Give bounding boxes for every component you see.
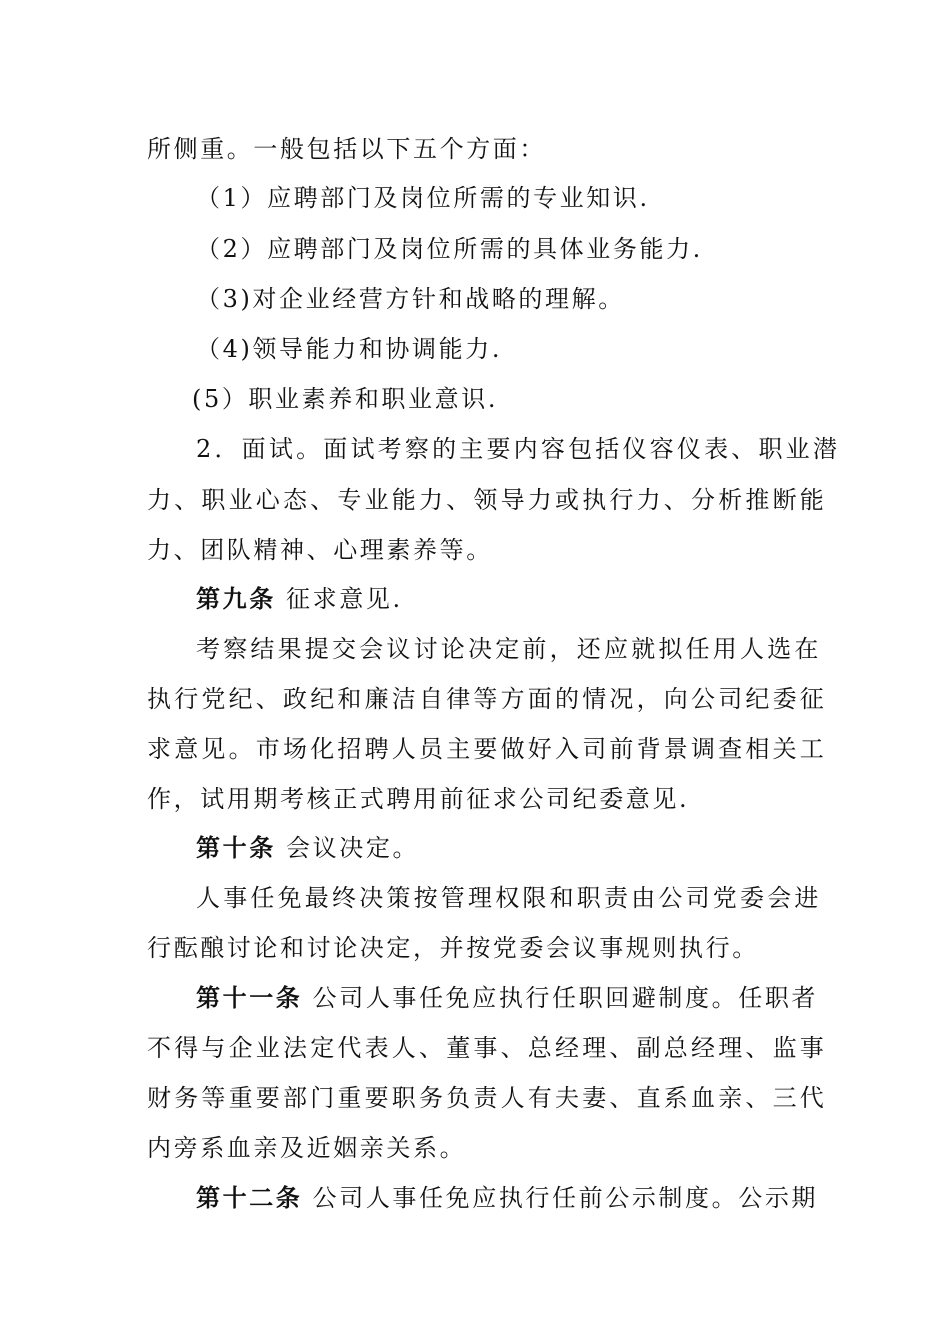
article-11-number: 第十一条 xyxy=(196,983,303,1012)
text-line-interview xyxy=(196,434,856,464)
article-10-heading xyxy=(196,833,856,863)
line-text: （3)对企业经营方针和战略的理解。 xyxy=(196,285,625,313)
line-text: 力、职业心态、专业能力、领导力或执行力、分析推断能 xyxy=(147,486,827,514)
line-text: 考察结果提交会议讨论决定前，还应就拟任用人选在 xyxy=(196,635,822,663)
list-item-2 xyxy=(196,234,856,264)
article-11-text: 公司人事任免应执行任职回避制度。任职者 xyxy=(302,984,819,1012)
line-text: （4)领导能力和协调能力. xyxy=(196,335,503,363)
text-line-interview-cont-2 xyxy=(147,535,807,565)
line-text: 2．面试。面试考察的主要内容包括仪容仪表、职业潜 xyxy=(196,435,841,463)
article-9-para-4 xyxy=(147,784,807,814)
list-item-5 xyxy=(192,384,852,414)
line-text: 力、团队精神、心理素养等。 xyxy=(147,536,493,564)
article-9-heading xyxy=(196,584,856,614)
text-line-interview-cont-1 xyxy=(147,485,827,515)
article-11-para-2 xyxy=(147,1033,827,1063)
article-9-para-3 xyxy=(147,734,827,764)
article-11-para-3 xyxy=(147,1083,827,1113)
article-12-text: 公司人事任免应执行任前公示制度。公示期 xyxy=(302,1184,819,1212)
article-10-para-2 xyxy=(147,933,807,963)
list-item-4 xyxy=(196,334,856,364)
article-12-number: 第十二条 xyxy=(196,1183,303,1212)
line-text: 求意见。市场化招聘人员主要做好入司前背景调查相关工 xyxy=(147,735,827,763)
line-text: 内旁系血亲及近姻亲关系。 xyxy=(147,1134,467,1162)
line-text: 人事任免最终决策按管理权限和职责由公司党委会进 xyxy=(196,884,822,912)
article-10-para-1 xyxy=(196,883,856,913)
article-9-para-2 xyxy=(147,684,827,714)
article-11-para-4 xyxy=(147,1133,807,1163)
article-10-number: 第十条 xyxy=(196,833,276,862)
article-11-heading xyxy=(196,983,856,1013)
article-12-heading xyxy=(196,1183,856,1213)
article-9-number: 第九条 xyxy=(196,584,276,613)
list-item-3 xyxy=(196,284,856,314)
list-item-1 xyxy=(196,183,856,213)
line-text: 不得与企业法定代表人、董事、总经理、副总经理、监事 xyxy=(147,1034,827,1062)
line-text: 行酝酿讨论和讨论决定，并按党委会议事规则执行。 xyxy=(147,934,759,962)
line-text: 作，试用期考核正式聘用前征求公司纪委意见. xyxy=(147,785,690,813)
article-10-title: 会议决定。 xyxy=(275,834,420,862)
line-text: (5）职业素养和职业意识. xyxy=(192,385,499,413)
line-text: 所侧重。一般包括以下五个方面： xyxy=(147,135,546,163)
article-9-para-1 xyxy=(196,634,856,664)
line-text: 财务等重要部门重要职务负责人有夫妻、直系血亲、三代 xyxy=(147,1084,827,1112)
line-text: （2）应聘部门及岗位所需的具体业务能力. xyxy=(196,235,703,263)
article-9-title: 征求意见. xyxy=(275,585,403,613)
text-line-1 xyxy=(147,134,807,164)
line-text: 执行党纪、政纪和廉洁自律等方面的情况，向公司纪委征 xyxy=(147,685,827,713)
line-text: （1）应聘部门及岗位所需的专业知识. xyxy=(196,184,650,212)
